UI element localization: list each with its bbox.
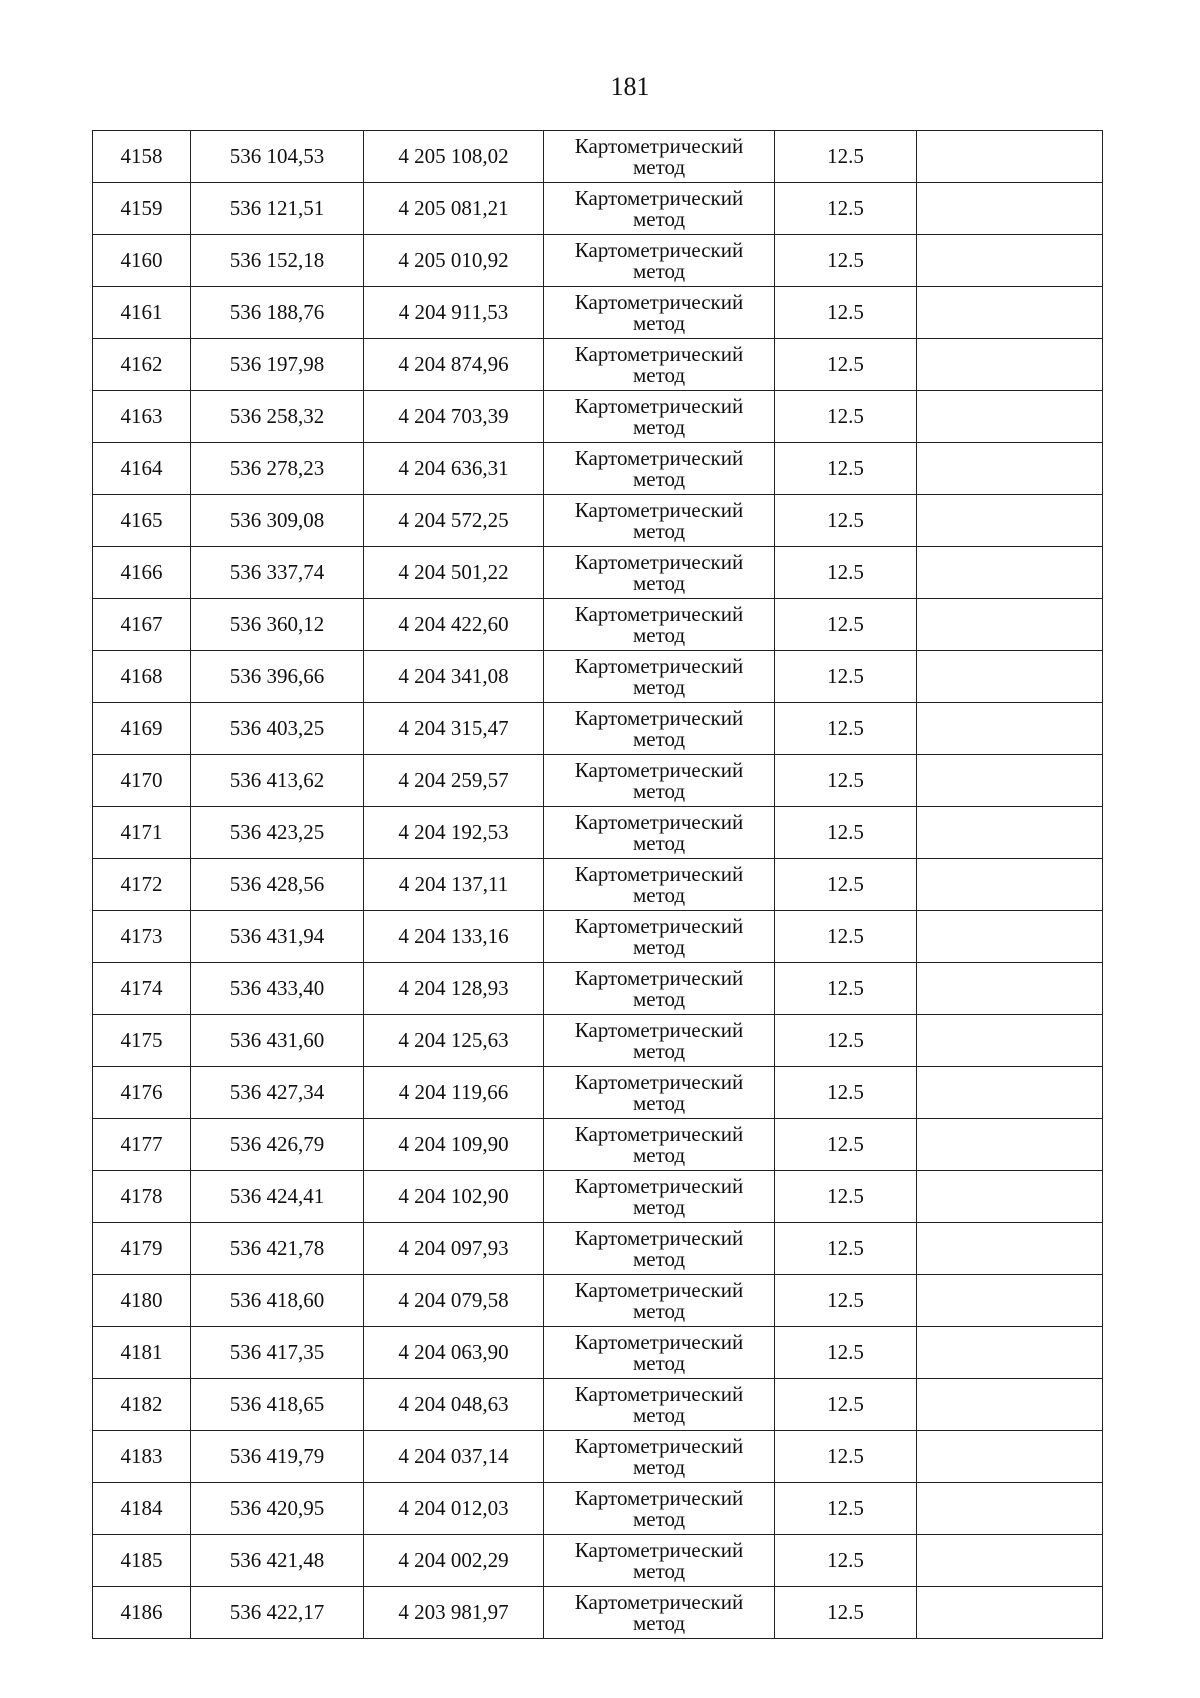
method-cell (544, 1587, 775, 1639)
method-cell (544, 235, 775, 287)
empty-cell (917, 703, 1103, 755)
empty-cell (917, 859, 1103, 911)
method-cell (544, 183, 775, 235)
accuracy-cell: 12.5 (775, 911, 917, 963)
method-line-1: Картометрический (574, 1485, 744, 1510)
point-number-cell: 4159 (93, 183, 191, 235)
method-line-2: метод (632, 1298, 686, 1323)
point-number-cell: 4172 (93, 859, 191, 911)
accuracy-cell: 12.5 (775, 131, 917, 183)
x-coordinate-cell: 536 121,51 (191, 183, 364, 235)
y-coordinate-cell: 4 204 501,22 (364, 547, 544, 599)
y-coordinate-cell: 4 204 636,31 (364, 443, 544, 495)
method-line-2: метод (632, 622, 686, 647)
empty-cell (917, 547, 1103, 599)
table-row (93, 703, 1103, 755)
method-line-2: метод (632, 362, 686, 387)
empty-cell (917, 1223, 1103, 1275)
point-number-cell: 4158 (93, 131, 191, 183)
method-line-1: Картометрический (574, 393, 744, 418)
y-coordinate-cell: 4 204 079,58 (364, 1275, 544, 1327)
accuracy-cell: 12.5 (775, 963, 917, 1015)
empty-cell (917, 1067, 1103, 1119)
empty-cell (917, 911, 1103, 963)
x-coordinate-cell: 536 152,18 (191, 235, 364, 287)
method-line-2: метод (632, 726, 686, 751)
accuracy-cell: 12.5 (775, 1379, 917, 1431)
point-number-cell: 4162 (93, 339, 191, 391)
point-number-cell: 4167 (93, 599, 191, 651)
method-line-1: Картометрический (574, 289, 744, 314)
method-line-1: Картометрический (574, 1537, 744, 1562)
empty-cell (917, 391, 1103, 443)
method-line-2: метод (632, 310, 686, 335)
method-line-1: Картометрический (574, 1589, 744, 1614)
accuracy-cell: 12.5 (775, 235, 917, 287)
table-row (93, 1327, 1103, 1379)
method-line-2: метод (632, 1350, 686, 1375)
method-cell (544, 1535, 775, 1587)
empty-cell (917, 1535, 1103, 1587)
table-row (93, 235, 1103, 287)
x-coordinate-cell: 536 433,40 (191, 963, 364, 1015)
y-coordinate-cell: 4 204 874,96 (364, 339, 544, 391)
accuracy-cell: 12.5 (775, 859, 917, 911)
method-cell (544, 391, 775, 443)
y-coordinate-cell: 4 205 081,21 (364, 183, 544, 235)
method-line-2: метод (632, 570, 686, 595)
x-coordinate-cell: 536 258,32 (191, 391, 364, 443)
empty-cell (917, 131, 1103, 183)
table-row (93, 339, 1103, 391)
table-row (93, 443, 1103, 495)
y-coordinate-cell: 4 204 911,53 (364, 287, 544, 339)
method-line-1: Картометрический (574, 1225, 744, 1250)
empty-cell (917, 235, 1103, 287)
x-coordinate-cell: 536 431,60 (191, 1015, 364, 1067)
accuracy-cell: 12.5 (775, 651, 917, 703)
x-coordinate-cell: 536 418,65 (191, 1379, 364, 1431)
method-line-1: Картометрический (574, 1381, 744, 1406)
x-coordinate-cell: 536 360,12 (191, 599, 364, 651)
method-line-2: метод (632, 830, 686, 855)
coordinates-table-body (93, 131, 1103, 1639)
method-cell (544, 1431, 775, 1483)
method-line-1: Картометрический (574, 549, 744, 574)
method-cell (544, 963, 775, 1015)
method-cell (544, 1067, 775, 1119)
method-line-2: метод (632, 414, 686, 439)
empty-cell (917, 1171, 1103, 1223)
empty-cell (917, 755, 1103, 807)
method-line-1: Картометрический (574, 809, 744, 834)
x-coordinate-cell: 536 423,25 (191, 807, 364, 859)
y-coordinate-cell: 4 204 315,47 (364, 703, 544, 755)
empty-cell (917, 1275, 1103, 1327)
method-line-2: метод (632, 1246, 686, 1271)
method-cell (544, 1483, 775, 1535)
empty-cell (917, 287, 1103, 339)
point-number-cell: 4178 (93, 1171, 191, 1223)
empty-cell (917, 183, 1103, 235)
x-coordinate-cell: 536 419,79 (191, 1431, 364, 1483)
accuracy-cell: 12.5 (775, 807, 917, 859)
method-line-2: метод (632, 154, 686, 179)
method-line-1: Картометрический (574, 1069, 744, 1094)
y-coordinate-cell: 4 204 125,63 (364, 1015, 544, 1067)
x-coordinate-cell: 536 197,98 (191, 339, 364, 391)
method-line-2: метод (632, 934, 686, 959)
method-cell (544, 807, 775, 859)
y-coordinate-cell: 4 204 102,90 (364, 1171, 544, 1223)
method-line-2: метод (632, 1142, 686, 1167)
table-row (93, 131, 1103, 183)
y-coordinate-cell: 4 203 981,97 (364, 1587, 544, 1639)
point-number-cell: 4168 (93, 651, 191, 703)
accuracy-cell: 12.5 (775, 1119, 917, 1171)
method-line-1: Картометрический (574, 1121, 744, 1146)
method-line-2: метод (632, 1454, 686, 1479)
y-coordinate-cell: 4 204 037,14 (364, 1431, 544, 1483)
point-number-cell: 4174 (93, 963, 191, 1015)
method-cell (544, 1223, 775, 1275)
y-coordinate-cell: 4 204 259,57 (364, 755, 544, 807)
method-line-2: метод (632, 1610, 686, 1635)
method-line-2: метод (632, 1194, 686, 1219)
method-line-2: метод (632, 258, 686, 283)
point-number-cell: 4185 (93, 1535, 191, 1587)
point-number-cell: 4183 (93, 1431, 191, 1483)
x-coordinate-cell: 536 428,56 (191, 859, 364, 911)
method-line-1: Картометрический (574, 497, 744, 522)
y-coordinate-cell: 4 204 128,93 (364, 963, 544, 1015)
method-line-2: метод (632, 1506, 686, 1531)
point-number-cell: 4186 (93, 1587, 191, 1639)
x-coordinate-cell: 536 422,17 (191, 1587, 364, 1639)
point-number-cell: 4165 (93, 495, 191, 547)
method-cell (544, 1015, 775, 1067)
method-line-1: Картометрический (574, 861, 744, 886)
accuracy-cell: 12.5 (775, 287, 917, 339)
x-coordinate-cell: 536 421,78 (191, 1223, 364, 1275)
empty-cell (917, 443, 1103, 495)
method-line-1: Картометрический (574, 653, 744, 678)
table-row (93, 1587, 1103, 1639)
point-number-cell: 4161 (93, 287, 191, 339)
y-coordinate-cell: 4 204 048,63 (364, 1379, 544, 1431)
point-number-cell: 4163 (93, 391, 191, 443)
table-row (93, 859, 1103, 911)
x-coordinate-cell: 536 278,23 (191, 443, 364, 495)
method-line-2: метод (632, 1038, 686, 1063)
method-cell (544, 703, 775, 755)
point-number-cell: 4173 (93, 911, 191, 963)
table-row (93, 1431, 1103, 1483)
empty-cell (917, 651, 1103, 703)
point-number-cell: 4180 (93, 1275, 191, 1327)
table-row (93, 1015, 1103, 1067)
x-coordinate-cell: 536 424,41 (191, 1171, 364, 1223)
table-row (93, 495, 1103, 547)
method-line-2: метод (632, 1558, 686, 1583)
point-number-cell: 4184 (93, 1483, 191, 1535)
table-row (93, 1223, 1103, 1275)
table-row (93, 1483, 1103, 1535)
page-number: 181 (610, 72, 650, 101)
accuracy-cell: 12.5 (775, 391, 917, 443)
method-cell (544, 1275, 775, 1327)
x-coordinate-cell: 536 403,25 (191, 703, 364, 755)
method-cell (544, 859, 775, 911)
accuracy-cell: 12.5 (775, 443, 917, 495)
method-cell (544, 1379, 775, 1431)
point-number-cell: 4181 (93, 1327, 191, 1379)
empty-cell (917, 599, 1103, 651)
accuracy-cell: 12.5 (775, 599, 917, 651)
y-coordinate-cell: 4 204 572,25 (364, 495, 544, 547)
x-coordinate-cell: 536 396,66 (191, 651, 364, 703)
accuracy-cell: 12.5 (775, 1015, 917, 1067)
method-line-2: метод (632, 206, 686, 231)
method-line-1: Картометрический (574, 601, 744, 626)
method-line-2: метод (632, 778, 686, 803)
accuracy-cell: 12.5 (775, 703, 917, 755)
method-cell (544, 287, 775, 339)
x-coordinate-cell: 536 337,74 (191, 547, 364, 599)
method-cell (544, 911, 775, 963)
y-coordinate-cell: 4 204 109,90 (364, 1119, 544, 1171)
x-coordinate-cell: 536 427,34 (191, 1067, 364, 1119)
table-row (93, 547, 1103, 599)
method-line-1: Картометрический (574, 1277, 744, 1302)
y-coordinate-cell: 4 204 002,29 (364, 1535, 544, 1587)
method-cell (544, 131, 775, 183)
point-number-cell: 4160 (93, 235, 191, 287)
y-coordinate-cell: 4 204 133,16 (364, 911, 544, 963)
y-coordinate-cell: 4 204 192,53 (364, 807, 544, 859)
method-line-1: Картометрический (574, 445, 744, 470)
empty-cell (917, 807, 1103, 859)
table-row (93, 183, 1103, 235)
method-line-2: метод (632, 1090, 686, 1115)
y-coordinate-cell: 4 205 010,92 (364, 235, 544, 287)
table-row (93, 1379, 1103, 1431)
x-coordinate-cell: 536 420,95 (191, 1483, 364, 1535)
accuracy-cell: 12.5 (775, 1067, 917, 1119)
method-line-1: Картометрический (574, 965, 744, 990)
method-line-2: метод (632, 674, 686, 699)
method-line-1: Картометрический (574, 133, 744, 158)
table-row (93, 1171, 1103, 1223)
empty-cell (917, 1327, 1103, 1379)
table-row (93, 287, 1103, 339)
empty-cell (917, 1483, 1103, 1535)
x-coordinate-cell: 536 426,79 (191, 1119, 364, 1171)
accuracy-cell: 12.5 (775, 339, 917, 391)
method-line-1: Картометрический (574, 1017, 744, 1042)
point-number-cell: 4171 (93, 807, 191, 859)
y-coordinate-cell: 4 204 012,03 (364, 1483, 544, 1535)
accuracy-cell: 12.5 (775, 183, 917, 235)
y-coordinate-cell: 4 204 119,66 (364, 1067, 544, 1119)
method-cell (544, 651, 775, 703)
empty-cell (917, 1015, 1103, 1067)
method-cell (544, 339, 775, 391)
method-cell (544, 443, 775, 495)
method-line-1: Картометрический (574, 237, 744, 262)
method-line-1: Картометрический (574, 757, 744, 782)
table-row (93, 1067, 1103, 1119)
table-row (93, 599, 1103, 651)
method-line-1: Картометрический (574, 913, 744, 938)
method-line-1: Картометрический (574, 341, 744, 366)
accuracy-cell: 12.5 (775, 1171, 917, 1223)
table-row (93, 1119, 1103, 1171)
table-row (93, 807, 1103, 859)
empty-cell (917, 1431, 1103, 1483)
coordinates-table (92, 130, 1103, 1639)
method-line-1: Картометрический (574, 705, 744, 730)
empty-cell (917, 963, 1103, 1015)
x-coordinate-cell: 536 309,08 (191, 495, 364, 547)
x-coordinate-cell: 536 188,76 (191, 287, 364, 339)
y-coordinate-cell: 4 205 108,02 (364, 131, 544, 183)
table-row (93, 651, 1103, 703)
x-coordinate-cell: 536 417,35 (191, 1327, 364, 1379)
empty-cell (917, 495, 1103, 547)
table-row (93, 1535, 1103, 1587)
method-cell (544, 495, 775, 547)
table-row (93, 1275, 1103, 1327)
accuracy-cell: 12.5 (775, 1587, 917, 1639)
accuracy-cell: 12.5 (775, 1483, 917, 1535)
accuracy-cell: 12.5 (775, 755, 917, 807)
empty-cell (917, 1119, 1103, 1171)
x-coordinate-cell: 536 431,94 (191, 911, 364, 963)
method-line-1: Картометрический (574, 1433, 744, 1458)
accuracy-cell: 12.5 (775, 1535, 917, 1587)
empty-cell (917, 339, 1103, 391)
table-row (93, 911, 1103, 963)
point-number-cell: 4170 (93, 755, 191, 807)
accuracy-cell: 12.5 (775, 1275, 917, 1327)
method-cell (544, 755, 775, 807)
x-coordinate-cell: 536 421,48 (191, 1535, 364, 1587)
y-coordinate-cell: 4 204 063,90 (364, 1327, 544, 1379)
accuracy-cell: 12.5 (775, 1431, 917, 1483)
accuracy-cell: 12.5 (775, 1327, 917, 1379)
point-number-cell: 4175 (93, 1015, 191, 1067)
point-number-cell: 4169 (93, 703, 191, 755)
point-number-cell: 4177 (93, 1119, 191, 1171)
accuracy-cell: 12.5 (775, 547, 917, 599)
method-cell (544, 547, 775, 599)
point-number-cell: 4164 (93, 443, 191, 495)
accuracy-cell: 12.5 (775, 495, 917, 547)
table-row (93, 755, 1103, 807)
method-line-1: Картометрический (574, 1329, 744, 1354)
y-coordinate-cell: 4 204 703,39 (364, 391, 544, 443)
method-line-1: Картометрический (574, 1173, 744, 1198)
point-number-cell: 4179 (93, 1223, 191, 1275)
y-coordinate-cell: 4 204 137,11 (364, 859, 544, 911)
method-cell (544, 599, 775, 651)
point-number-cell: 4176 (93, 1067, 191, 1119)
accuracy-cell: 12.5 (775, 1223, 917, 1275)
method-line-2: метод (632, 1402, 686, 1427)
method-cell (544, 1327, 775, 1379)
empty-cell (917, 1379, 1103, 1431)
method-line-2: метод (632, 882, 686, 907)
x-coordinate-cell: 536 104,53 (191, 131, 364, 183)
empty-cell (917, 1587, 1103, 1639)
x-coordinate-cell: 536 413,62 (191, 755, 364, 807)
x-coordinate-cell: 536 418,60 (191, 1275, 364, 1327)
y-coordinate-cell: 4 204 422,60 (364, 599, 544, 651)
method-line-2: метод (632, 518, 686, 543)
point-number-cell: 4166 (93, 547, 191, 599)
method-cell (544, 1171, 775, 1223)
y-coordinate-cell: 4 204 341,08 (364, 651, 544, 703)
table-row (93, 391, 1103, 443)
method-cell (544, 1119, 775, 1171)
point-number-cell: 4182 (93, 1379, 191, 1431)
method-line-1: Картометрический (574, 185, 744, 210)
method-line-2: метод (632, 466, 686, 491)
y-coordinate-cell: 4 204 097,93 (364, 1223, 544, 1275)
method-line-2: метод (632, 986, 686, 1011)
table-row (93, 963, 1103, 1015)
